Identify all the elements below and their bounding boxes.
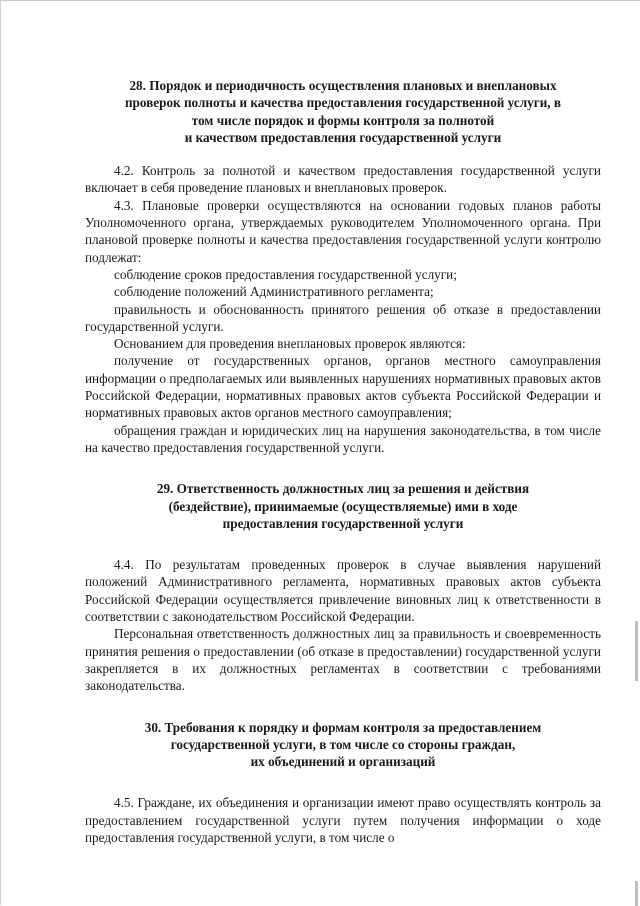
- paragraph: 4.5. Граждане, их объединения и организации имеют право осуществлять контроль за предоставлением государственной услуги путем получения информации о ходе предоставления государственной услуги, в том числе о: [85, 795, 601, 845]
- section-heading-28: [85, 77, 601, 146]
- paragraph: правильность и обоснованность принятого решения об отказе в предоставлении государственной услуги.: [85, 301, 601, 334]
- heading-line: 29. Ответственность должностных лиц за решения и действия: [156, 481, 530, 497]
- section-heading-29: [85, 480, 601, 532]
- heading-line: государственной услуги, в том числе со стороны граждан,: [170, 736, 516, 752]
- heading-line: предоставления государственной услуги: [222, 515, 464, 531]
- paragraph: обращения граждан и юридических лиц на нарушения законодательства, в том числе на качество предоставления государственной услуги.: [85, 422, 601, 455]
- scan-artifact: [635, 621, 638, 681]
- scan-artifact: [635, 881, 638, 906]
- heading-line: проверок полноты и качества предоставления государственной услуги, в: [124, 95, 562, 111]
- document-body: [85, 77, 601, 846]
- section-heading-30: [85, 719, 601, 771]
- paragraph: 4.3. Плановые проверки осуществляются на основании годовых планов работы Уполномоченного органа, утверждаемых руководителем Уполномоченного органа. При плановой проверке полноты и качества предоставления государственной услуги контролю подлежат:: [85, 197, 601, 265]
- paragraph: соблюдение положений Административного регламента;: [114, 284, 434, 300]
- heading-line: 30. Требования к порядку и формам контроля за предоставлением: [144, 719, 542, 735]
- paragraph: 4.4. По результатам проведенных проверок в случае выявления нарушений положений Административного регламента, нормативных правовых актов субъекта Российской Федерации осуществляется привлечение виновных лиц к ответственности в соответствии с законодательством Российской Федерации.: [85, 557, 601, 625]
- paragraph: 4.2. Контроль за полнотой и качеством предоставления государственной услуги включает в себя проведение плановых и внеплановых проверок.: [85, 163, 601, 196]
- heading-line: (бездействие), принимаемые (осуществляемые) ими в ходе: [168, 498, 518, 514]
- heading-line: и качеством предоставления государственной услуги: [184, 129, 502, 145]
- paragraph: получение от государственных органов, органов местного самоуправления информации о предполагаемых или выявленных нарушениях нормативных правовых актов Российской Федерации, нормативных правовых актов субъекта Российской Федерации и нормативных правовых актов органов местного самоуправления;: [85, 353, 601, 421]
- paragraph: Персональная ответственность должностных лиц за правильность и своевременность принятия решения о предоставлении (об отказе в предоставлении) государственной услуги закрепляется в их должностных регламентах в соответствии с требованиями законодательства.: [85, 626, 601, 694]
- heading-line: 28. Порядок и периодичность осуществления плановых и внеплановых: [129, 78, 557, 93]
- heading-line: их объединений и организаций: [250, 754, 436, 770]
- paragraph: Основанием для проведения внеплановых проверок являются:: [114, 336, 466, 352]
- paragraph: соблюдение сроков предоставления государственной услуги;: [114, 266, 457, 282]
- heading-line: том числе порядок и формы контроля за полнотой: [191, 112, 495, 128]
